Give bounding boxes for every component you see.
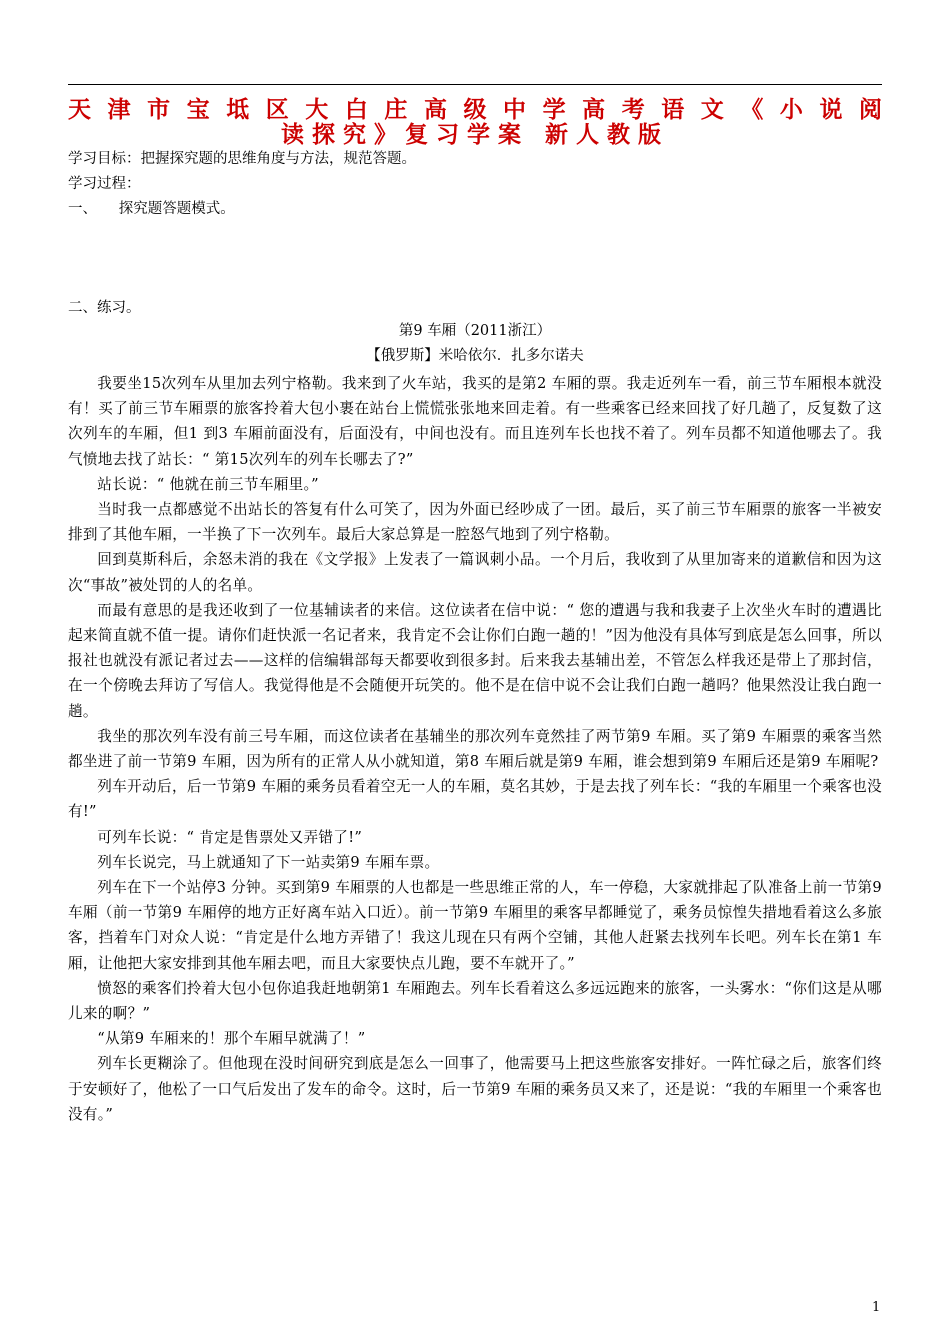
section-heading-answer-mode: 一、 探究题答题模式。 [68,201,235,217]
story-paragraph: 而最有意思的是我还收到了一位基辅读者的来信。这位读者在信中说：“ 您的遭遇与我和我妻子上次坐火车时的遭遇比起来简直就不值一提。请你们赶快派一名记者来，我肯定不会让你们白跑一趟的！”因为他没有具体写到底是怎么回事，所以报社也就没有派记者过去——这样的信编辑部每天都要收到很多封。后来我去基辅出差，不管怎么样我还是带上了那封信，在一个傍晚去拜访了写信人。我觉得他是不会随便开玩笑的。他不是在信中说不会让我们白跑一趟吗？他果然没让我白跑一趟。 [68,601,882,720]
story-paragraph: 我坐的那次列车没有前三号车厢，而这位读者在基辅坐的那次列车竟然挂了两节第9 车厢。买了第9 车厢票的乘客当然都坐进了前一节第9 车厢，因为所有的正常人从小就知道，第8 车厢后就是第9 车厢，谁会想到第9 车厢后还是第9 车厢呢? [68,727,882,771]
header-rule [68,84,882,85]
page-number: 1 [872,1300,881,1315]
document-title-line-2: 读探究》复习学案 新人教版 [280,121,669,148]
story-paragraph: 站长说：“ 他就在前三节车厢里。” [97,475,319,493]
study-process-label: 学习过程： [68,176,141,192]
story-paragraph: 愤怒的乘客们拎着大包小包你追我赶地朝第1 车厢跑去。列车长看着这么多远远跑来的旅客，一头雾水：“你们这是从哪儿来的啊？” [68,979,882,1023]
story-paragraph: 可列车长说：“ 肯定是售票处又弄错了!” [97,828,363,846]
document-title-line-1: 天 津 市 宝 坻 区 大 白 庄 高 级 中 学 高 考 语 文 《 小 说 阅 [68,96,882,123]
story-body [68,371,882,1127]
story-author: 【俄罗斯】米哈依尔．扎多尔诺夫 [366,348,584,364]
study-goal: 学习目标：把握探究题的思维角度与方法，规范答题。 [68,151,416,167]
story-paragraph: 列车长说完，马上就通知了下一站卖第9 车厢车票。 [97,853,440,871]
story-paragraph: “从第9 车厢来的！那个车厢早就满了！” [97,1030,366,1048]
section-heading-practice: 二、练习。 [68,300,141,316]
story-heading: 第9 车厢（2011浙江） [398,323,552,339]
story-paragraph: 我要坐15次列车从里加去列宁格勒。我来到了火车站，我买的是第2 车厢的票。我走近列车一看，前三节车厢根本就没有！买了前三节车厢票的旅客拎着大包小裹在站台上慌慌张张地来回走着。有一些乘客已经来回找了好几趟了，反复数了这次列车的车厢，但1 到3 车厢前面没有，后面没有，中间也没有。而且连列车长也找不着了。列车员都不知道他哪去了。我气愤地去找了站长：“ 第15次列车的列车长哪去了?” [68,375,882,468]
story-paragraph: 列车在下一个站停3 分钟。买到第9 车厢票的人也都是一些思维正常的人，车一停稳，大家就排起了队准备上前一节第9 车厢（前一节第9 车厢停的地方正好离车站入口近）。前一节第9 车厢里的乘客早都睡觉了，乘务员惊惶失措地看着这么多旅客，挡着车门对众人说：“肯定是什么地方弄错了！我这儿现在只有两个空铺，其他人赶紧去找列车长吧。列车长在第1 车厢，让他把大家安排到其他车厢去吧，而且大家要快点儿跑，要不车就开了。” [68,879,882,972]
story-paragraph: 回到莫斯科后，余怒未消的我在《文学报》上发表了一篇讽刺小品。一个月后，我收到了从里加寄来的道歉信和因为这次“事故”被处罚的人的名单。 [68,551,882,594]
story-paragraph: 列车长更糊涂了。但他现在没时间研究到底是怎么一回事了，他需要马上把这些旅客安排好。一阵忙碌之后，旅客们终于安顿好了，他松了一口气后发出了发车的命令。这时，后一节第9 车厢的乘务员又来了，还是说：“我的车厢里一个乘客也没有。” [68,1055,882,1123]
story-paragraph: 列车开动后，后一节第9 车厢的乘务员看着空无一人的车厢，莫名其妙，于是去找了列车长：“我的车厢里一个乘客也没有!” [68,778,882,821]
story-paragraph: 当时我一点都感觉不出站长的答复有什么可笑了，因为外面已经吵成了一团。最后，买了前三节车厢票的旅客一半被安排到了其他车厢，一半换了下一次列车。最后大家总算是一腔怒气地到了列宁格勒。 [68,501,882,544]
